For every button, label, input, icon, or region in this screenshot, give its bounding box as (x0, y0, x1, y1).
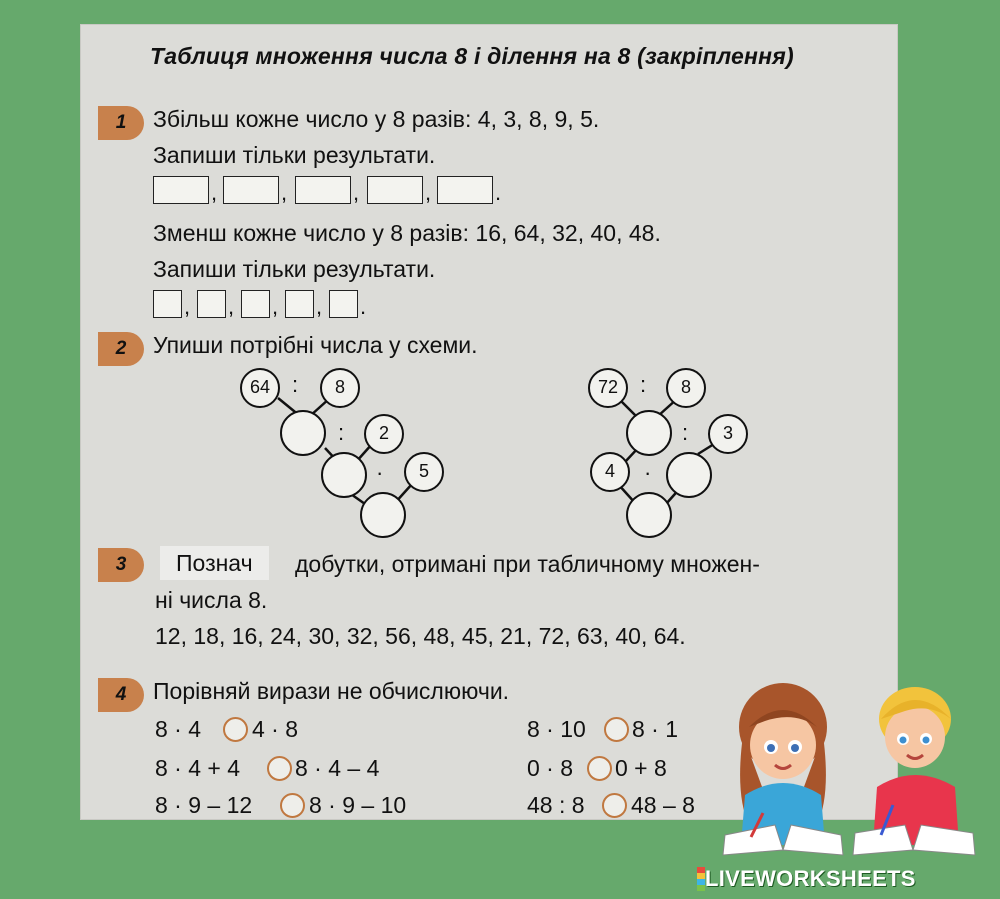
comma: , (184, 294, 191, 319)
scheme1-op-multiply: · (376, 460, 384, 485)
exercise-3-number: 3 (98, 548, 144, 582)
scheme1-circle-2: 2 (364, 414, 404, 454)
period: . (495, 180, 502, 205)
compare-circle-5[interactable] (587, 756, 612, 781)
scheme1-answer-circle-1[interactable] (280, 410, 326, 456)
ex2-instruction: Упиши потрібні числа у схеми. (153, 332, 478, 358)
scheme2-answer-circle-2[interactable] (666, 452, 712, 498)
scheme1-op-divide: : (292, 372, 299, 397)
scheme1-circle-64: 64 (240, 368, 280, 408)
compare-circle-6[interactable] (602, 793, 627, 818)
compare-right-4: 8 · 1 (632, 716, 679, 742)
compare-circle-2[interactable] (267, 756, 292, 781)
compare-left-6: 48 : 8 (527, 792, 585, 818)
scheme1-answer-circle-2[interactable] (321, 452, 367, 498)
scheme2-answer-circle-1[interactable] (626, 410, 672, 456)
scheme2-circle-72: 72 (588, 368, 628, 408)
compare-left-3: 8 · 9 – 12 (155, 792, 253, 818)
comma: , (316, 294, 323, 319)
scheme1-op-divide-2: : (338, 420, 345, 445)
ex3-instruction-line2: ні числа 8. (155, 587, 268, 613)
comma: , (272, 294, 279, 319)
period: . (360, 294, 367, 319)
comma: , (228, 294, 235, 319)
scheme1-circle-8: 8 (320, 368, 360, 408)
scheme2-op-divide-2: : (682, 420, 689, 445)
scheme2-circle-4: 4 (590, 452, 630, 492)
compare-circle-3[interactable] (280, 793, 305, 818)
compare-right-3: 8 · 9 – 10 (309, 792, 407, 818)
liveworksheets-logo-icon (697, 867, 705, 891)
comma: , (281, 180, 288, 205)
comma: , (211, 180, 218, 205)
exercise-2-number: 2 (98, 332, 144, 366)
ex1-write-results-1: Запиши тільки результати. (153, 142, 436, 168)
scheme2-circle-3: 3 (708, 414, 748, 454)
compare-circle-1[interactable] (223, 717, 248, 742)
page-title: Таблиця множення числа 8 і ділення на 8 (закріплення) (150, 43, 794, 69)
scheme2-op-multiply: · (644, 460, 652, 485)
liveworksheets-logo[interactable]: LIVEWORKSHEETS (705, 866, 916, 891)
exercise-4-number: 4 (98, 678, 144, 712)
compare-right-1: 4 · 8 (252, 716, 299, 742)
ex3-number-list[interactable]: 12, 18, 16, 24, 30, 32, 56, 48, 45, 21, 72, 63, 40, 64. (155, 623, 686, 649)
ex3-instruction-line1: добутки, отримані при табличному множен- (295, 551, 760, 577)
ex1-write-results-2: Запиши тільки результати. (153, 256, 436, 282)
compare-left-2: 8 · 4 + 4 (155, 755, 241, 781)
exercise-1-number: 1 (98, 106, 144, 140)
mark-button[interactable]: Познач (160, 546, 269, 580)
kids-illustration (705, 675, 995, 865)
ex4-instruction: Порівняй вирази не обчислюючи. (153, 678, 510, 704)
compare-left-1: 8 · 4 (155, 716, 202, 742)
ex1-instruction-decrease: Зменш кожне число у 8 разів: 16, 64, 32, 40, 48. (153, 220, 661, 246)
scheme2-circle-8: 8 (666, 368, 706, 408)
compare-right-6: 48 – 8 (631, 792, 695, 818)
compare-right-2: 8 · 4 – 4 (295, 755, 380, 781)
scheme2-op-divide: : (640, 372, 647, 397)
scheme1-circle-5: 5 (404, 452, 444, 492)
comma: , (425, 180, 432, 205)
scheme2-answer-circle-3[interactable] (626, 492, 672, 538)
ex1-instruction-increase: Збільш кожне число у 8 разів: 4, 3, 8, 9, 5. (153, 106, 600, 132)
compare-circle-4[interactable] (604, 717, 629, 742)
compare-left-5: 0 · 8 (527, 755, 574, 781)
scheme1-answer-circle-3[interactable] (360, 492, 406, 538)
compare-left-4: 8 · 10 (527, 716, 586, 742)
compare-right-5: 0 + 8 (615, 755, 667, 781)
comma: , (353, 180, 360, 205)
